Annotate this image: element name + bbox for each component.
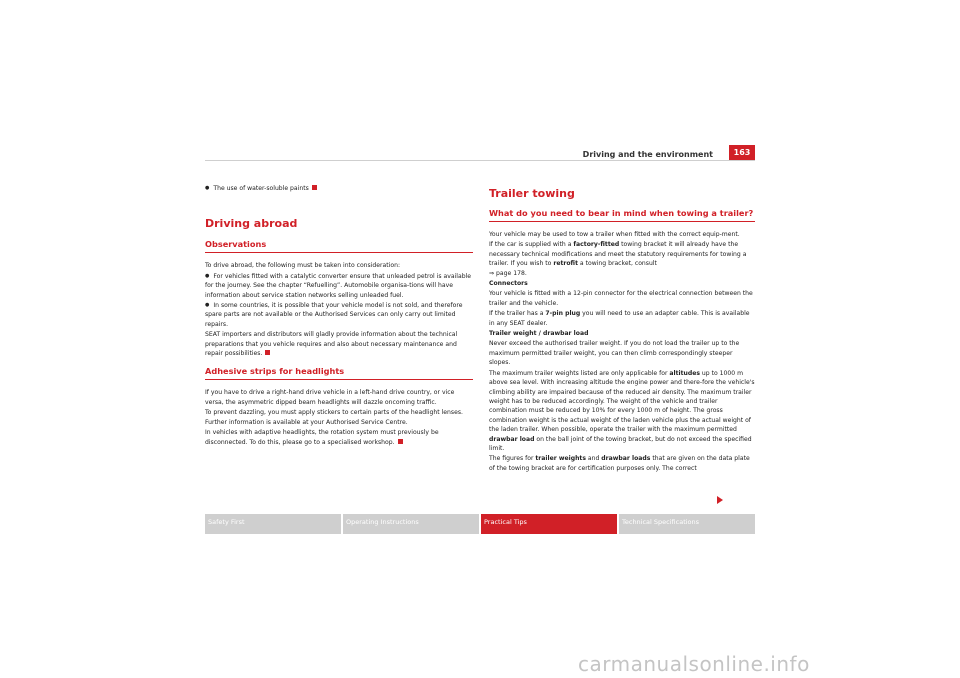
section-end-mark — [312, 185, 317, 190]
page-reference-link[interactable]: ⇒ page 178. — [489, 269, 527, 277]
page-number: 163 — [729, 145, 755, 161]
tab-safety-first[interactable]: Safety First — [205, 514, 341, 534]
heading-what-to-bear-in-mind: What do you need to bear in mind when towing a trailer? — [489, 208, 755, 222]
header-rule — [205, 160, 755, 161]
watermark: carmanualsonline.info — [578, 652, 810, 676]
adhesive-paragraph-1: If you have to drive a right-hand drive vehicle in a left-hand drive country, or vice versa, the asymmetric dipped beam headlights will dazzle oncoming traffic. — [205, 389, 455, 406]
tab-technical-specifications[interactable]: Technical Specifications — [619, 514, 755, 534]
tab-operating-instructions[interactable]: Operating Instructions — [343, 514, 479, 534]
connectors-paragraph: Your vehicle is fitted with a 12-pin connector for the electrical connection between the trailer and the vehicle. — [489, 290, 753, 307]
towing-paragraph-2: If the car is supplied with a factory-fitted towing bracket it will already have the necessary technical modifications and meet the statutory requirements for towing a trailer. If you wish to retrofit a towing bracket, consult ⇒ page 178. — [489, 241, 747, 277]
heading-observations: Observations — [205, 239, 473, 253]
altitude-paragraph: The maximum trailer weights listed are only applicable for altitudes up to 1000 m above sea level. With increasing altitude the engine power and there-fore the vehicle's climbing ability are impaired because of the reduced air density. The maximum trailer weight has to be reduced accordingly. The weight of the vehicle and trailer combination must be reduced by 10% for every 1000 m of height. The gross combination weight is the actual weight of the laden vehicle plus the actual weight of the laden trailer. When possible, operate the trailer with the maximum permitted drawbar load on the ball joint of the towing bracket, but do not exceed the specified limit. — [489, 369, 755, 452]
towing-paragraph-1: Your vehicle may be used to tow a trailer when fitted with the correct equip-ment. — [489, 231, 740, 238]
weight-paragraph: Never exceed the authorised trailer weight. If you do not load the trailer up to the maximum permitted trailer weight, you can then climb correspondingly steeper slopes. — [489, 340, 740, 367]
seat-importers-paragraph: SEAT importers and distributors will gladly provide information about the technical preparations that you vehicle requires and also about necessary maintenance and repair possibilities. — [205, 331, 458, 358]
left-column — [205, 184, 473, 448]
bullet-catalytic: ● For vehicles fitted with a catalytic converter ensure that unleaded petrol is available for the journey. See the chapter “Refuelling”. Automobile organisa-tions will have information about service station networks selling unleaded fuel. — [205, 272, 473, 300]
adhesive-paragraph-3: In vehicles with adaptive headlights, the rotation system must previously be disconnected. To do this, please go to a specialised workshop. — [205, 429, 439, 446]
observations-intro: To drive abroad, the following must be taken into consideration: — [205, 262, 400, 270]
header-title: Driving and the environment — [582, 150, 713, 159]
heading-connectors: Connectors — [489, 280, 528, 288]
right-column — [489, 184, 755, 474]
heading-trailer-towing: Trailer towing — [489, 187, 575, 200]
heading-driving-abroad: Driving abroad — [205, 217, 298, 231]
footer-nav — [205, 514, 755, 534]
plug-paragraph: If the trailer has a 7-pin plug you will need to use an adapter cable. This is available in any SEAT dealer. — [489, 310, 750, 327]
heading-adhesive-strips: Adhesive strips for headlights — [205, 366, 473, 380]
bullet-water-paints: ● The use of water-soluble paints — [205, 184, 473, 193]
bullet-spare-parts: ● In some countries, it is possible that your vehicle model is not sold, and therefore spare parts are not available or the Authorised Services can only carry out limited repairs. — [205, 301, 473, 329]
heading-trailer-weight: Trailer weight / drawbar load — [489, 330, 589, 338]
adhesive-paragraph-2: To prevent dazzling, you must apply stickers to certain parts of the headlight lenses. Further information is available at your Authorised Service Centre. — [205, 409, 463, 426]
continue-arrow-icon — [717, 496, 723, 504]
figures-paragraph: The figures for trailer weights and drawbar loads that are given on the data plate of the towing bracket are for certification purposes only. The correct — [489, 455, 750, 472]
section-end-mark — [265, 350, 270, 355]
section-end-mark — [398, 439, 403, 444]
tab-practical-tips[interactable]: Practical Tips — [481, 514, 617, 534]
